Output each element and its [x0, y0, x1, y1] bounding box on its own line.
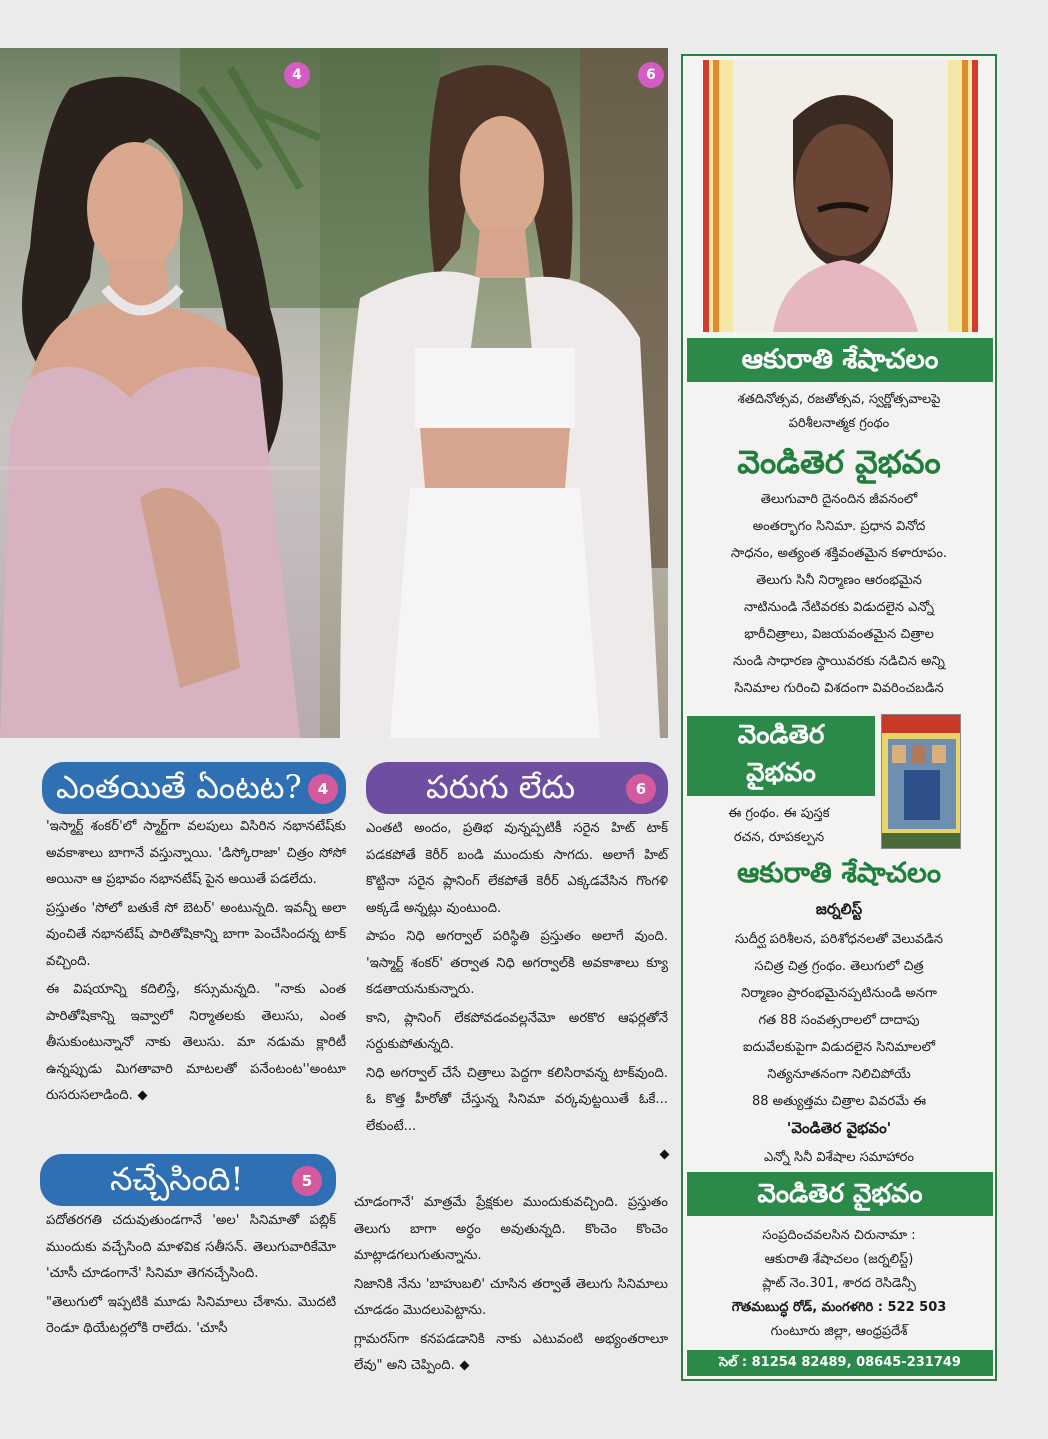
article-paragraph: 'ఇస్మార్ట్ శంకర్'లో స్మార్ట్‌గా వలపులు విసిరిన నభానటేష్‌కు అవకాశాలు బాగానే వస్తున్నాయి. 'డిస్కోరాజా' చిత్రం సోసో అయినా ఆ ప్రభావం నభానటేష్ పైన అయితే పడలేదు. — [46, 819, 346, 887]
ad-tagline-2: పరిశీలనాత్మక గ్రంథం — [788, 416, 890, 431]
article-number-badge: 6 — [626, 774, 656, 804]
author-photo — [703, 60, 978, 332]
ad-desc-line: భారీచిత్రాలు, విజయవంతమైన చిత్రాల — [744, 627, 934, 642]
ad-desc-line: నుండి సాధారణ స్థాయివరకు నడిచిన అన్ని — [733, 654, 945, 669]
author-role: జర్నలిస్ట్ — [815, 900, 863, 918]
author-name-large: ఆకురాతి శేషాచలం — [736, 856, 942, 889]
actress-photo-left — [0, 48, 320, 738]
book-title: వెండితెర వైభవం — [737, 443, 941, 481]
article-heading-box — [42, 762, 346, 814]
article-paragraph: ప్రస్తుతం 'సోలో బతుకే సో బెటర్' అంటున్నది. ఇవన్నీ అలా వుంచితే నభానటేష్ పారితోషికాన్ని బాగా పెంచేసిందన్న టాక్ వచ్చింది. — [46, 900, 346, 969]
ad-desc2-line: ఐదువేలకుపైగా విడుదలైన సినిమాలలో — [742, 1040, 935, 1055]
book-title-box — [687, 716, 875, 796]
article-paragraph: చూడంగానే' మాత్రమే ప్రేక్షకుల ముందుకువచ్చింది. ప్రస్తుతం తెలుగు బాగా అర్థం అవుతున్నది. కొంచెం కొంచెం మాట్లాడగలుగుతున్నాను. — [354, 1195, 668, 1263]
address-line: ఆకురాతి శేషాచలం (జర్నలిస్ట్) — [764, 1252, 914, 1267]
author-portrait — [703, 60, 978, 332]
actress-illustration-right — [320, 48, 668, 738]
article-heading-box — [40, 1154, 336, 1206]
article-number-badge: 5 — [292, 1166, 322, 1196]
ad-desc-line: సినిమాల గురించి విశదంగా వివరించబడిన — [734, 681, 944, 696]
ad-desc2-line: 88 అత్యుత్తమ చిత్రాల వివరమే ఈ — [751, 1094, 927, 1109]
article-paragraph: ఎంతటి అందం, ప్రతిభ వున్నప్పటికీ సరైన హిట్ టాక్ పడకపోతే కెరీర్ బండి ముందుకు సాగదు. అలాగే హిట్ కొట్టినా సరైన ప్లానింగ్ లేకపోతే కెరీర్ ఎక్కడవేసిన గొంగళి అక్కడే అన్నట్లు వుంటుంది. — [366, 821, 668, 916]
photo-number-badge: 6 — [638, 62, 664, 88]
article-paragraph: ఈ విషయాన్ని కదిలిస్తే, కస్సుమన్నది. "నాకు ఎంత పారితోషికాన్ని ఇవ్వాలో నిర్మాతలకు తెలుసు, ఎంత తీసుకుంటున్నానో నాకు తెలుసు. మా నడుమ క్లారిటీ ఉన్నప్పుడు మిగతావారి మాటలతో పనేంటంట''అంటూ రుసరుసలాడింది. — [46, 982, 346, 1103]
book-advertisement — [681, 54, 997, 1381]
ad-collection-line: ఎన్నో సినీ విశేషాల సమాహారం — [764, 1150, 914, 1165]
quoted-book-title: 'వెండితెర వైభవం' — [786, 1119, 892, 1137]
ad-desc-line: తెలుగు సినీ నిర్మాణం ఆరంభమైన — [756, 573, 922, 588]
photo-number-badge: 4 — [284, 62, 310, 88]
book-title-line: వెండితెర — [737, 720, 825, 750]
ad-desc-line: అంతర్భాగం సినిమా. ప్రధాన వినోద — [752, 519, 926, 534]
article-paragraph: పదోతరగతి చదువుతుండగానే 'అల' సినిమాతో పబ్లిక్ ముందుకు వచ్చేసింది మాళవిక సతీసన్. తెలుగువారికేమో 'చూసీ చూడంగానే' సినిమా తెగనచ్చేసింది. — [46, 1213, 336, 1281]
address-line: గౌతమబుద్ధ రోడ్, మంగళగిరి : 522 503 — [731, 1300, 947, 1315]
article-body — [46, 814, 346, 1112]
address-line: సంప్రదించవలసిన చిరునామా : — [762, 1228, 916, 1243]
ad-small-desc: ఈ గ్రంథం. ఈ పుస్తక — [728, 806, 830, 821]
ad-desc2-line: సుదీర్ఘ పరిశీలన, పరిశోధనలతో వెలువడిన — [735, 932, 943, 947]
article-body — [366, 816, 668, 1171]
book-title-line: వైభవం — [746, 758, 816, 788]
article-paragraph: నిజానికి నేను 'బాహుబలి' చూసిన తర్వాతే తెలుగు సినిమాలు చూడడం మొదలుపెట్టాను. — [354, 1276, 668, 1318]
ad-small-desc: రచన, రూపకల్పన — [733, 830, 825, 845]
article-body-col1 — [46, 1208, 336, 1345]
article-heading-box — [366, 762, 668, 814]
article-paragraph: నిధి అగర్వాల్ చేసే చిత్రాలు పెద్దగా కలిసిరావన్న టాక్‌వుంది. ఓ కొత్త హీరోతో చేస్తున్న సినిమా వర్కవుట్టయితే ఓకే... లేకుంటే... — [366, 1065, 668, 1134]
ad-tagline-1: శతదినోత్సవ, రజతోత్సవ, స్వర్ణోత్సవాలపై — [737, 392, 941, 407]
ad-desc2-line: గత 88 సంవత్సరాలలో దాదాపు — [758, 1013, 920, 1028]
ad-desc-line: సాధనం, అత్యంత శక్తివంతమైన కళారూపం. — [730, 546, 948, 561]
ad-desc2-line: సచిత్ర చిత్ర గ్రంథం. తెలుగులో చిత్ర — [754, 959, 924, 974]
article-title: నచ్చేసింది! — [110, 1160, 244, 1198]
author-name-bar: ఆకురాతి శేషాచలం — [687, 338, 993, 382]
address-line: గుంటూరు జిల్లా, ఆంధ్రప్రదేశ్ — [770, 1324, 908, 1339]
actress-illustration-left — [0, 48, 320, 738]
article-title: ఎంతయితే ఏంటట? — [56, 768, 302, 806]
article-entayithe — [36, 758, 350, 1148]
book-cover-art — [882, 715, 961, 849]
article-paragraph: "తెలుగులో ఇప్పటికి మూడు సినిమాలు చేశాను. మొదటి రెండూ థియేటర్లలోకి రాలేదు. 'చూసీ — [46, 1294, 336, 1336]
article-paragraph: గ్లామరస్‌గా కనపడడానికి నాకు ఎటువంటి అభ్యంతరాలూ లేవు" అని చెప్పింది. — [354, 1331, 668, 1373]
ad-desc2-line: నిత్యనూతనంగా నిలిచిపోయే — [767, 1067, 911, 1082]
article-paragraph: కాని, ప్లానింగ్ లేకపోవడంవల్లనేమో అరకొర ఆఫర్లతోనే సర్దుకుపోతున్నది. — [366, 1010, 668, 1052]
actress-photo-right — [320, 48, 668, 738]
ad-desc2-line: నిర్మాణం ప్రారంభమైనప్పటినుండి అనగా — [741, 986, 937, 1001]
footer-title-bar: వెండితెర వైభవం — [687, 1172, 993, 1216]
article-paragraph: పాపం నిధి అగర్వాల్ పరిస్థితి ప్రస్తుతం అలాగే వుంది. 'ఇస్మార్ట్ శంకర్' తర్వాత నిధి అగర్వాల్‌కి అవకాశాలు క్యూ కడతాయనుకున్నారు. — [366, 929, 668, 997]
article-parugu-ledu — [362, 758, 674, 1148]
ad-desc-line: తెలుగువారి దైనందిన జీవనంలో — [760, 492, 918, 507]
article-title: పరుగు లేదు — [426, 768, 576, 806]
article-body-col2 — [354, 1190, 668, 1382]
article-number-badge: 4 — [308, 774, 338, 804]
address-line: ప్లాట్ నెం.301, శారద రెసిడెన్సీ — [762, 1276, 916, 1291]
article-nachhesindi — [36, 1150, 672, 1380]
book-cover-image — [881, 714, 961, 849]
end-mark-icon — [137, 1090, 147, 1100]
end-mark-icon — [459, 1360, 469, 1370]
ad-desc-line: నాటినుండి నేటివరకు విడుదలైన ఎన్నో — [744, 600, 934, 615]
phone-bar: సెల్ : 81254 82489, 08645-231749 — [687, 1350, 993, 1376]
